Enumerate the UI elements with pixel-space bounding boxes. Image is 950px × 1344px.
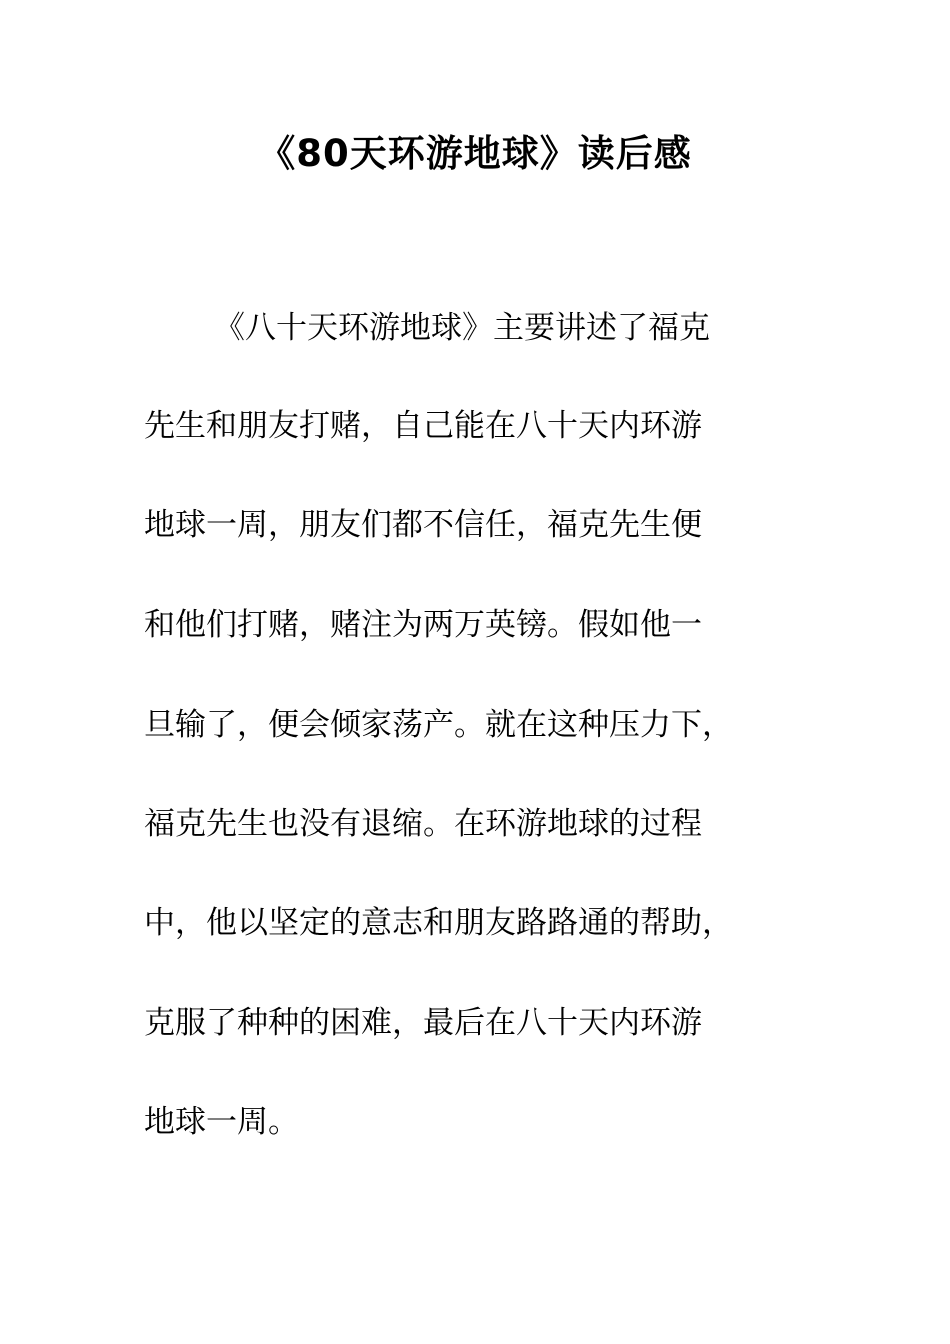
paragraph-line-4: 和他们打赌，赌注为两万英镑。假如他一: [144, 607, 702, 643]
document-title: 《80天环游地球》读后感: [258, 132, 692, 175]
paragraph-line-1: 《八十天环游地球》主要讲述了福克: [214, 310, 710, 346]
paragraph-line-6: 福克先生也没有退缩。在环游地球的过程: [144, 806, 702, 842]
paragraph-line-5: 旦输了，便会倾家荡产。就在这种压力下，: [144, 707, 733, 743]
paragraph-line-3: 地球一周，朋友们都不信任，福克先生便: [144, 507, 702, 543]
paragraph-line-7: 中，他以坚定的意志和朋友路路通的帮助，: [144, 905, 733, 941]
paragraph-line-9: 地球一周。: [144, 1104, 299, 1140]
paragraph-line-2: 先生和朋友打赌，自己能在八十天内环游: [144, 408, 702, 444]
paragraph-line-8: 克服了种种的困难，最后在八十天内环游: [144, 1005, 702, 1041]
